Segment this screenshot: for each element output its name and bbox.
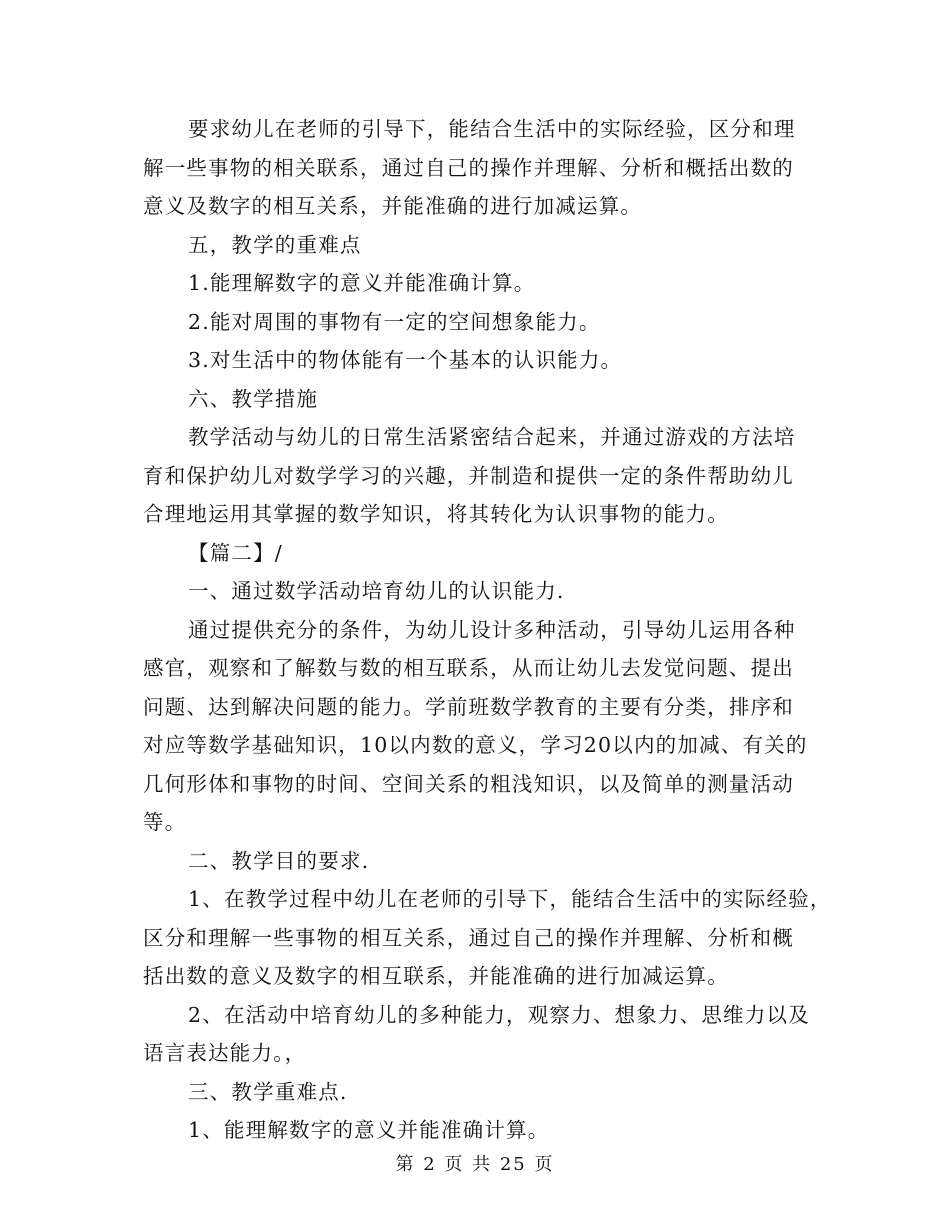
text-line: 育和保护幼儿对数学学习的兴趣，并制造和提供一定的条件帮助幼儿 [143, 463, 794, 488]
text-line: 五，教学的重难点 [188, 232, 362, 257]
text-line: 合理地运用其掌握的数学知识，将其转化为认识事物的能力。 [143, 502, 729, 526]
text-line: 3.对生活中的物体能有一个基本的认识能力。 [188, 348, 623, 372]
text-line: 一、通过数学活动培育幼儿的认识能力. [188, 579, 565, 603]
text-line: 括出数的意义及数字的相互联系，并能准确的进行加减运算。 [143, 964, 729, 988]
text-line: 三、教学重难点. [188, 1079, 348, 1104]
text-line: 等。 [143, 810, 187, 834]
text-line: 通过提供充分的条件，为幼儿设计多种活动，引导幼儿运用各种 [188, 617, 796, 642]
text-line: 几何形体和事物的时间、空间关系的粗浅知识，以及简单的测量活动 [143, 771, 794, 796]
text-line: 【篇二】/ [188, 540, 283, 565]
text-line: 1、在教学过程中幼儿在老师的引导下，能结合生活中的实际经验， [188, 887, 832, 911]
text-line: 解一些事物的相关联系，通过自己的操作并理解、分析和概括出数的 [143, 155, 794, 180]
text-line: 语言表达能力。， [143, 1041, 307, 1065]
text-line: 二、教学目的要求. [188, 848, 370, 873]
text-line: 六、教学措施 [188, 386, 319, 411]
text-line: 问题、达到解决问题的能力。学前班数学教育的主要有分类，排序和 [143, 694, 794, 719]
text-line: 感官，观察和了解数与数的相互联系，从而让幼儿去发觉问题、提出 [143, 656, 794, 680]
page-footer: 第 2 页 共 25 页 [395, 1154, 555, 1175]
text-line: 教学活动与幼儿的日常生活紧密结合起来，并通过游戏的方法培 [188, 425, 796, 449]
text-line: 2.能对周围的事物有一定的空间想象能力。 [188, 309, 601, 334]
text-line: 1.能理解数字的意义并能准确计算。 [188, 271, 536, 295]
text-line: 意义及数字的相互关系，并能准确的进行加减运算。 [143, 194, 643, 218]
text-line: 1、能理解数字的意义并能准确计算。 [188, 1118, 550, 1142]
text-line: 2、在活动中培育幼儿的多种能力，观察力、想象力、思维力以及 [188, 1002, 810, 1027]
text-line: 区分和理解一些事物的相互关系，通过自己的操作并理解、分析和概 [143, 925, 794, 950]
text-line: 要求幼儿在老师的引导下，能结合生活中的实际经验，区分和理 [188, 117, 796, 141]
text-line: 对应等数学基础知识，10以内数的意义，学习20以内的加减、有关的 [143, 733, 808, 757]
document-body [143, 110, 832, 1150]
